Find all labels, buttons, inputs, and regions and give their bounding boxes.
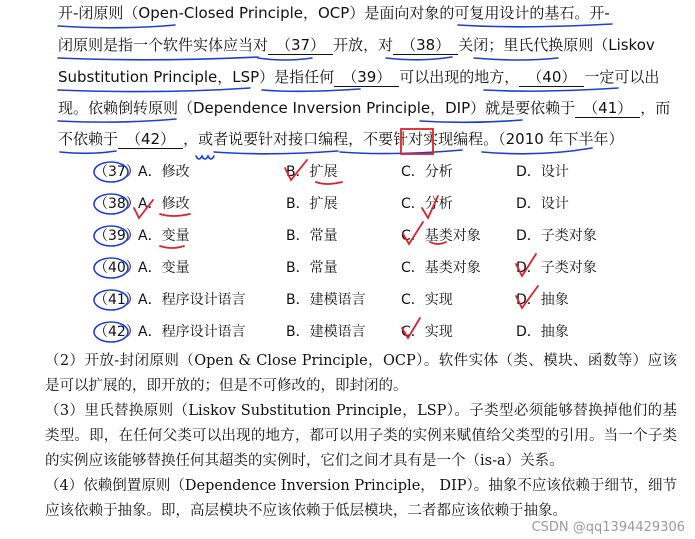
option-d: D．设计	[516, 196, 569, 212]
question-text: 开放，对	[333, 36, 394, 54]
option-c: C．基类对象	[401, 228, 481, 244]
explanation-ocp: （2）开放-封闭原则（Open & Close Principle，OCP）。软件实体（类、模块、函数等）应该是可以扩展的，即开放的；但是不可修改的，即封闭的。	[45, 353, 677, 394]
option-c: C．分析	[401, 196, 453, 212]
question-text: 闭原则是指一个软件实体应当对	[58, 36, 269, 54]
option-number: （39）	[94, 228, 140, 244]
option-c: C．分析	[401, 164, 453, 180]
question-text: 关闭；里氏代换原则（Liskov	[458, 36, 655, 54]
question-line-3	[58, 66, 659, 97]
blank-42: （42）	[118, 130, 183, 149]
option-number: （37）	[94, 164, 140, 180]
question-text: Substitution Principle，LSP）是指任何	[58, 68, 335, 86]
option-b: B．扩展	[286, 164, 338, 180]
explanation-dip: （4）依赖倒置原则（Dependence Inversion Principle， DIP）。抽象不应该依赖于细节，细节应该依赖于抽象。即，高层模块不应该依赖于低层模块，二者都应该依赖于抽象。	[45, 478, 677, 519]
watermark: CSDN @qq1394429306	[531, 520, 685, 535]
blank-40: （40）	[519, 68, 584, 87]
option-b: B．建模语言	[286, 324, 366, 340]
question-text: ，而	[640, 99, 671, 117]
option-d: D．抽象	[516, 324, 569, 340]
option-d: D．子类对象	[516, 260, 597, 276]
option-d: D．抽象	[516, 292, 569, 308]
blank-41: （41）	[575, 99, 640, 118]
question-text: 现。依赖倒转原则（Dependence Inversion Principle，DIP）就是要依赖于	[58, 99, 576, 117]
question-text: 可以出现的地方，	[399, 68, 520, 86]
option-b: B．常量	[286, 260, 338, 276]
option-number: （42）	[94, 324, 140, 340]
option-c: C．实现	[401, 324, 453, 340]
option-a: A．变量	[138, 228, 190, 244]
question-text: 一定可以出	[584, 68, 660, 86]
option-a: A．程序设计语言	[138, 292, 246, 308]
question-line-1	[58, 2, 610, 33]
option-d: D．子类对象	[516, 228, 597, 244]
option-a: A．程序设计语言	[138, 324, 246, 340]
option-a: A．修改	[138, 196, 190, 212]
option-b: B．常量	[286, 228, 338, 244]
question-text: 开-闭原则（Open-Closed Principle，OCP）是面向对象的可复用设计的基石。开-	[58, 4, 610, 22]
question-text: 不依赖于	[58, 130, 119, 148]
option-a: A．修改	[138, 164, 190, 180]
option-a: A．变量	[138, 260, 190, 276]
blank-37: （37）	[268, 36, 333, 55]
option-number: （41）	[94, 292, 140, 308]
question-line-4	[58, 97, 670, 128]
blank-39: （39）	[334, 68, 399, 87]
option-b: B．建模语言	[286, 292, 366, 308]
option-d: D．设计	[516, 164, 569, 180]
option-c: C．实现	[401, 292, 453, 308]
question-line-2	[58, 34, 655, 65]
blank-38: （38）	[393, 36, 458, 55]
option-number: （40）	[94, 260, 140, 276]
explanation-lsp: （3）里氏替换原则（Liskov Substitution Principle，LSP）。子类型必须能够替换掉他们的基类型。即，在任何父类可以出现的地方，都可以用子类的实例来赋值给父类型的引用。当一个子类的实例应该能够替换任何其超类的实例时，它们之间才具有是一个（is-a）关系。	[45, 403, 677, 469]
question-text: ，或者说要针对接口编程，不要针对实现编程。（2010 年下半年）	[183, 130, 624, 148]
option-b: B．扩展	[286, 196, 338, 212]
question-line-5	[58, 128, 624, 159]
option-number: （38）	[94, 196, 140, 212]
explanation-block	[45, 349, 677, 524]
option-c: C．基类对象	[401, 260, 481, 276]
